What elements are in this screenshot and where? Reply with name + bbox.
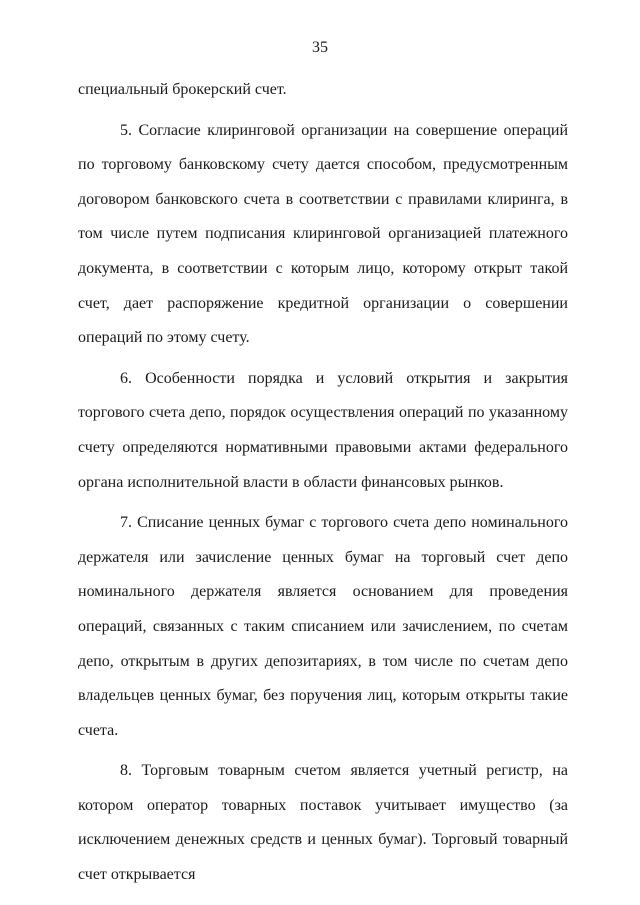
- document-body: [78, 73, 568, 893]
- paragraph-item-6: 6. Особенности порядка и условий открытия и закрытия торгового счета депо, порядок осуществления операций по указанному счету определяются нормативными правовыми актами федерального органа исполнительной власти в области финансовых рынков.: [78, 369, 568, 491]
- paragraph-item-8: 8. Торговым товарным счетом является учетный регистр, на котором оператор товарных поставок учитывает имущество (за исключением денежных средств и ценных бумаг). Торговый товарный счет открывается: [78, 762, 568, 884]
- paragraph-item-5: 5. Согласие клиринговой организации на совершение операций по торговому банковскому счету дается способом, предусмотренным договором банковского счета в соответствии с правилами клиринга, в том числе путем подписания клиринговой организацией платежного документа, в соответствии с которым лицо, которому открыт такой счет, дает распоряжение кредитной организации о совершении операций по этому счету.: [78, 121, 568, 347]
- page-number: 35: [312, 39, 328, 56]
- paragraph-continuation: специальный брокерский счет.: [78, 81, 287, 98]
- paragraph-item-7: 7. Списание ценных бумаг с торгового счета депо номинального держателя или зачисление ценных бумаг на торговый счет депо номинального держателя является основанием для проведения операций, связанных с таким списанием или зачислением, по счетам депо, открытым в других депозитариях, в том числе по счетам депо владельцев ценных бумаг, без поручения лиц, которым открыты такие счета.: [78, 514, 568, 739]
